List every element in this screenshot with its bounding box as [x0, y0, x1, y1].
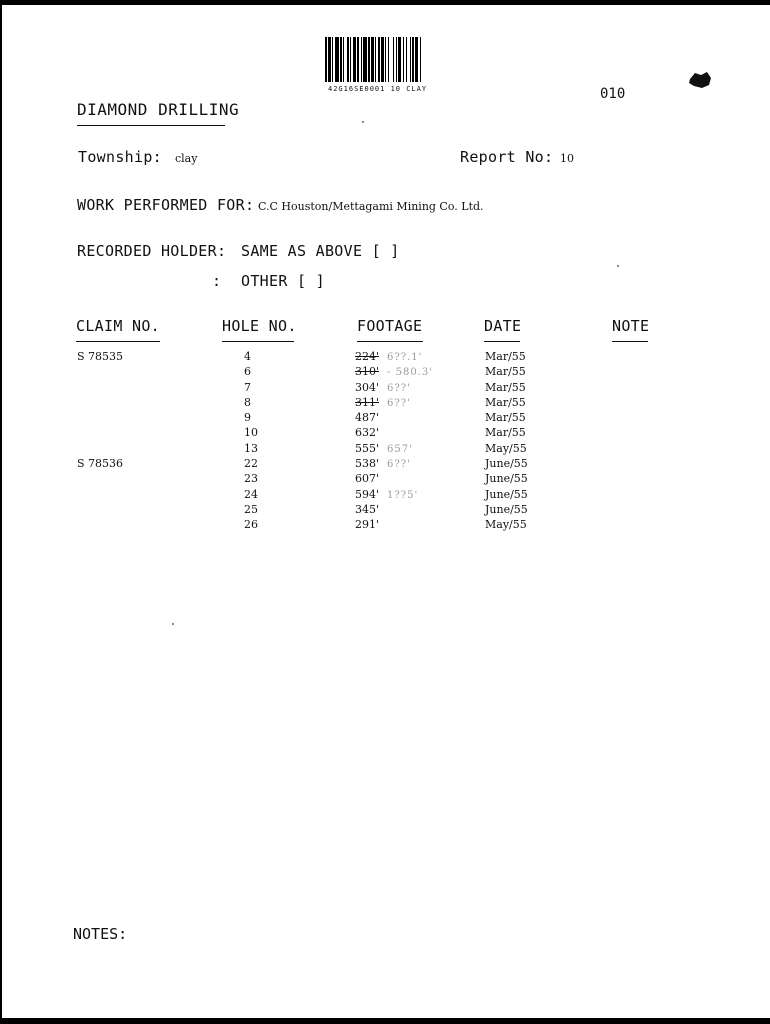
footage-value: 224' [355, 350, 380, 363]
scan-speck [617, 265, 619, 267]
footage-value: 311' [355, 395, 380, 409]
claim-cell [77, 441, 123, 456]
barcode-bar [368, 37, 370, 82]
header-footage-rule [357, 341, 423, 342]
header-claim-rule [76, 341, 160, 342]
ink-blot-mark [687, 70, 713, 90]
header-date-rule [484, 341, 520, 342]
barcode-bar [347, 37, 349, 82]
page-title: DIAMOND DRILLING [77, 100, 240, 119]
barcode-bar [381, 37, 384, 82]
barcode-bar [406, 37, 407, 82]
barcode-bar [361, 37, 362, 82]
barcode-bar [398, 37, 401, 82]
hole-cell: 8 [244, 395, 251, 409]
footage-value: 345' [355, 502, 380, 516]
hole-cell: 26 [244, 518, 258, 532]
barcode-bar [350, 37, 351, 82]
footage-value: 555' [355, 441, 380, 455]
barcode-bar [396, 37, 397, 82]
header-hole-no: HOLE NO. [222, 317, 297, 335]
hole-cell: 24 [244, 487, 258, 501]
scan-speck [172, 623, 174, 625]
hole-cell: 4 [244, 350, 251, 363]
title-underline [77, 125, 225, 126]
hole-cell: 23 [244, 472, 258, 486]
footage-cell [355, 502, 433, 517]
barcode-bar [332, 37, 333, 82]
footage-handwritten-note: 1??5' [387, 489, 419, 501]
recorded-holder-label: RECORDED HOLDER: [77, 242, 227, 260]
notes-label: NOTES: [73, 925, 128, 943]
footage-handwritten-note: 6??' [387, 459, 411, 471]
date-cell: June/55 [485, 487, 528, 501]
barcode-bar [420, 37, 421, 82]
date-column [485, 349, 528, 533]
hole-cell: 9 [244, 411, 251, 425]
other-prefix: : [212, 272, 222, 290]
date-cell: Mar/55 [485, 395, 526, 409]
barcode-bar [353, 37, 356, 82]
footage-cell [355, 471, 433, 486]
date-cell: Mar/55 [485, 411, 526, 425]
date-cell: Mar/55 [485, 380, 526, 394]
footage-value: 594' [355, 487, 380, 501]
barcode [325, 37, 545, 82]
report-value: 10 [560, 152, 574, 165]
hole-cell: 10 [244, 426, 258, 440]
barcode-text: 42G16SE0001 10 CLAY [328, 85, 428, 93]
footage-value: 310' [355, 365, 380, 379]
claim-cell [77, 502, 123, 517]
footage-cell [355, 456, 433, 471]
footage-handwritten-note: 6??' [387, 382, 411, 394]
other-option: OTHER [ ] [241, 272, 325, 290]
claim-cell [77, 517, 123, 532]
header-note: NOTE [612, 317, 650, 335]
footage-handwritten-note: 6??' [387, 397, 411, 409]
footage-value: 607' [355, 472, 380, 486]
barcode-bar [403, 37, 404, 82]
claim-cell [77, 410, 123, 425]
footage-value: 291' [355, 518, 380, 532]
work-performed-value: C.C Houston/Mettagami Mining Co. Ltd. [258, 200, 484, 213]
claim-cell [77, 364, 123, 379]
hole-cell: 22 [244, 457, 258, 471]
barcode-bar [388, 37, 389, 82]
claim-cell [77, 425, 123, 440]
barcode-bar [393, 37, 394, 82]
barcode-bar [325, 37, 327, 82]
barcode-bar [371, 37, 374, 82]
footage-cell [355, 349, 433, 364]
footage-cell [355, 395, 433, 410]
barcode-bar [410, 37, 411, 82]
date-cell: June/55 [485, 472, 528, 486]
scan-edge-left [0, 0, 2, 1024]
header-claim-no: CLAIM NO. [76, 317, 160, 335]
date-cell: June/55 [485, 457, 528, 471]
claim-cell [77, 471, 123, 486]
claim-cell [77, 487, 123, 502]
date-cell: Mar/55 [485, 350, 526, 363]
date-cell: May/55 [485, 441, 527, 455]
footage-value: 487' [355, 411, 380, 425]
date-cell: Mar/55 [485, 365, 526, 379]
hole-cell: 7 [244, 380, 251, 394]
scan-edge-bottom [0, 1018, 770, 1024]
hole-cell: 25 [244, 502, 258, 516]
scan-edge-top [0, 0, 770, 5]
footage-cell [355, 517, 433, 532]
barcode-bar [363, 37, 367, 82]
scan-speck [362, 121, 364, 123]
claim-cell [77, 395, 123, 410]
same-as-above-option: SAME AS ABOVE [ ] [241, 242, 400, 260]
date-cell: June/55 [485, 502, 528, 516]
page-code: 010 [600, 86, 626, 102]
barcode-bar [375, 37, 376, 82]
footage-value: 538' [355, 457, 380, 471]
footage-cell [355, 441, 433, 456]
footage-handwritten-note: 657' [387, 443, 413, 455]
claim-column [77, 349, 123, 533]
barcode-bar [357, 37, 359, 82]
claim-cell: S 78535 [77, 350, 124, 363]
footage-cell [355, 364, 433, 379]
barcode-bar [340, 37, 342, 82]
barcode-bar [385, 37, 386, 82]
township-value: clay [175, 152, 198, 165]
footage-column [355, 349, 433, 533]
date-cell: Mar/55 [485, 426, 526, 440]
footage-value: 304' [355, 380, 380, 394]
header-hole-rule [222, 341, 294, 342]
report-label: Report No: [460, 148, 554, 166]
barcode-bar [378, 37, 380, 82]
claim-cell: S 78536 [77, 457, 124, 471]
barcode-bar [415, 37, 418, 82]
barcode-bar [412, 37, 414, 82]
footage-cell [355, 410, 433, 425]
header-date: DATE [484, 317, 522, 335]
township-label: Township: [78, 148, 162, 166]
footage-cell [355, 425, 433, 440]
work-performed-label: WORK PERFORMED FOR: [77, 196, 255, 214]
footage-value: 632' [355, 426, 380, 440]
claim-cell [77, 380, 123, 395]
header-note-rule [612, 341, 648, 342]
barcode-bar [335, 37, 339, 82]
header-footage: FOOTAGE [357, 317, 423, 335]
footage-handwritten-note: - 580.3' [387, 367, 433, 379]
footage-cell [355, 380, 433, 395]
date-cell: May/55 [485, 518, 527, 532]
hole-cell: 6 [244, 365, 251, 379]
hole-cell: 13 [244, 441, 258, 455]
footage-cell [355, 487, 433, 502]
footage-handwritten-note: 6??.1' [387, 352, 423, 363]
barcode-bar [343, 37, 344, 82]
barcode-bar [328, 37, 331, 82]
hole-column [244, 349, 258, 533]
